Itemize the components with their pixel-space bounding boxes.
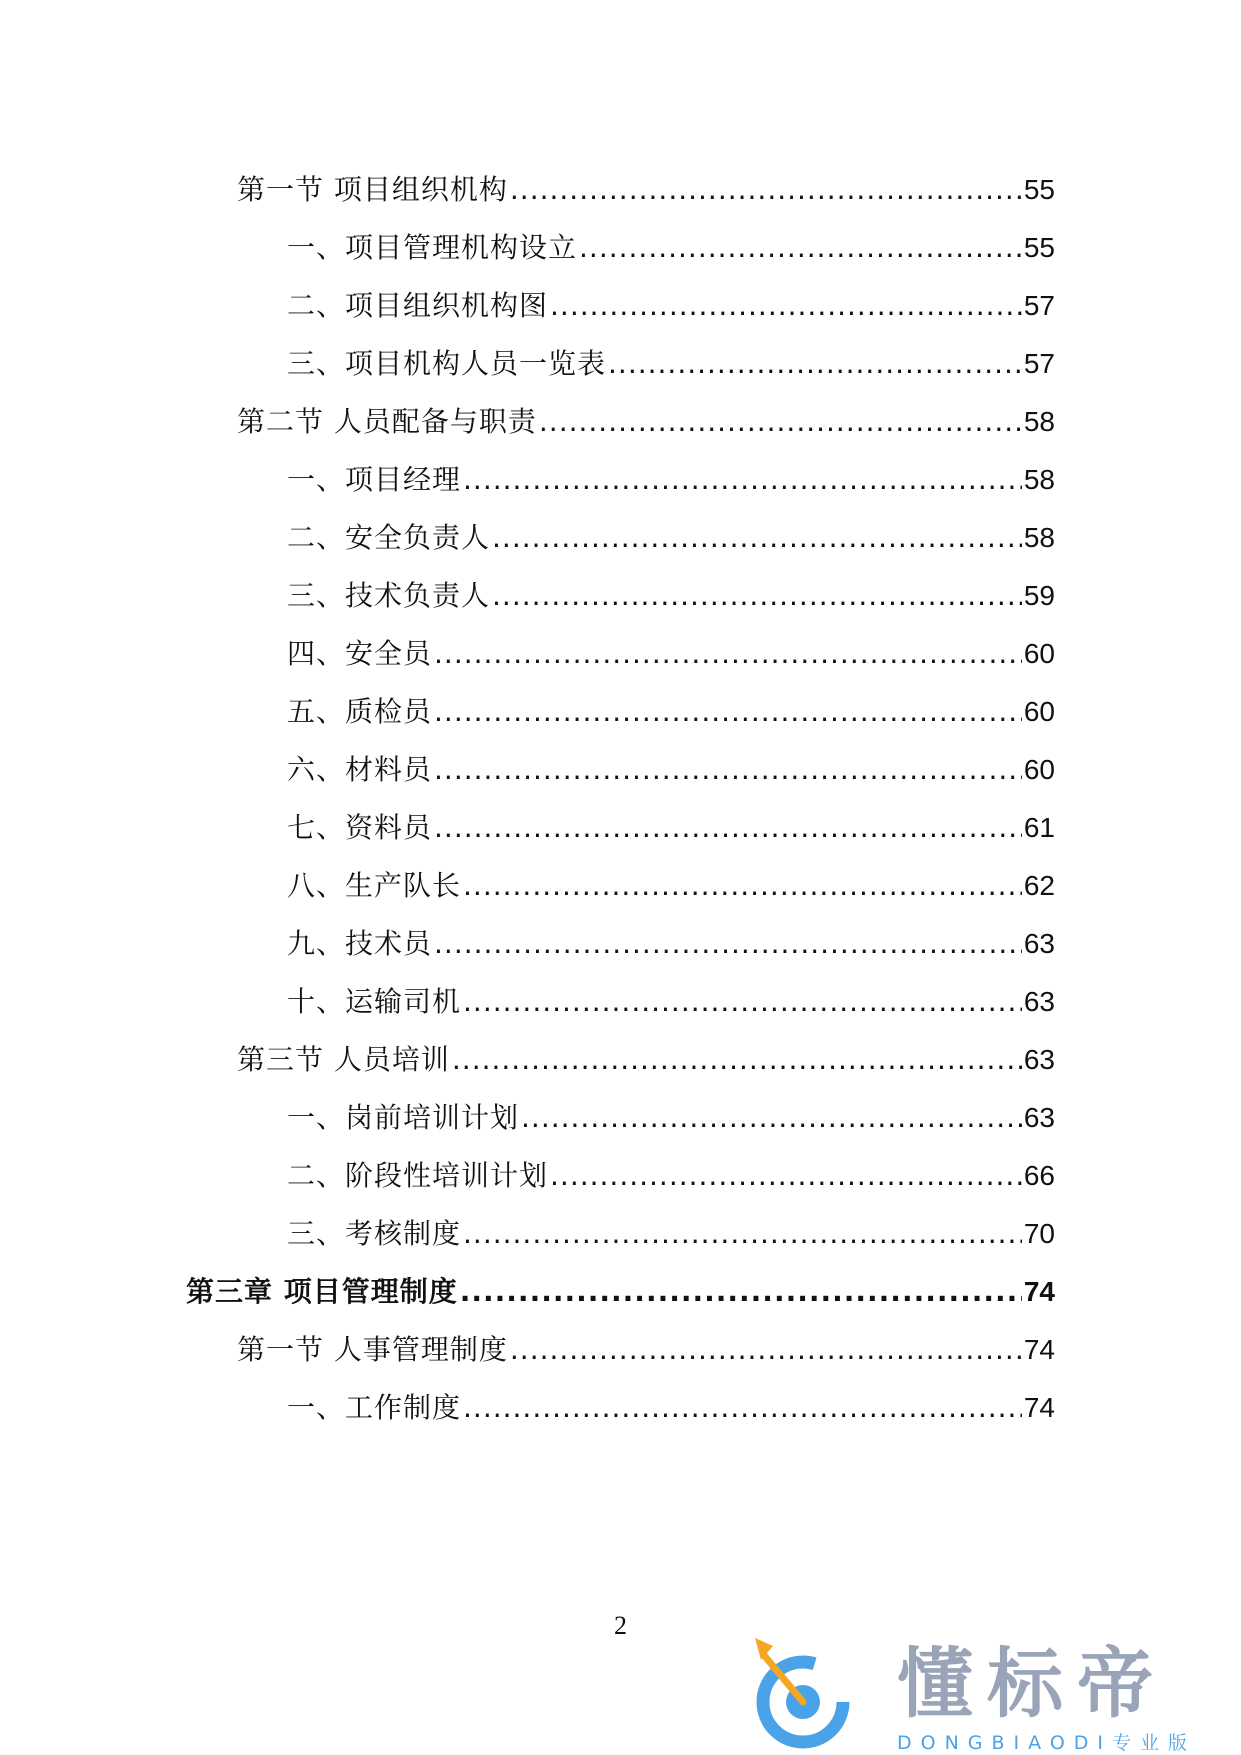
toc-leader-dots	[463, 1214, 1022, 1254]
watermark-subtitle: DONGBIAODI专业版	[897, 1732, 1197, 1754]
toc-entry-title: 二、项目组织机构图	[287, 289, 549, 322]
toc-entry-title: 第三节 人员培训	[237, 1043, 450, 1076]
toc-entry[interactable]	[287, 924, 1055, 964]
toc-entry[interactable]	[237, 170, 1055, 210]
toc-entry-page: 57	[1023, 348, 1055, 379]
toc-entry-page: 59	[1023, 580, 1055, 611]
toc-entry[interactable]	[287, 344, 1055, 384]
toc-entry[interactable]	[287, 228, 1055, 268]
toc-entry-title: 一、工作制度	[287, 1391, 462, 1424]
toc-entry[interactable]	[287, 1098, 1055, 1138]
toc-entry-title: 六、材料员	[287, 753, 433, 786]
toc-entry-page: 60	[1023, 638, 1055, 669]
toc-entry-title: 四、安全员	[287, 637, 433, 670]
toc-entry[interactable]	[287, 1214, 1055, 1254]
toc-entry-page: 61	[1023, 812, 1055, 843]
toc-entry-page: 74	[1023, 1392, 1055, 1423]
toc-leader-dots	[434, 750, 1022, 790]
toc-entry[interactable]	[287, 1156, 1055, 1196]
toc-entry[interactable]	[287, 518, 1055, 558]
toc-entry-page: 62	[1023, 870, 1055, 901]
toc-entry[interactable]	[237, 1330, 1055, 1370]
toc-entry-title: 二、阶段性培训计划	[287, 1159, 549, 1192]
toc-entry-page: 58	[1023, 522, 1055, 553]
toc-entry-page: 66	[1023, 1160, 1055, 1191]
watermark-brand: 懂标帝	[897, 1639, 1167, 1728]
toc-leader-dots	[579, 228, 1022, 268]
toc-entry-title: 三、技术负责人	[287, 579, 491, 612]
toc-entry-page: 55	[1023, 174, 1055, 205]
toc-entry[interactable]	[287, 982, 1055, 1022]
toc-entry-title: 一、岗前培训计划	[287, 1101, 520, 1134]
target-arrow-logo-icon	[745, 1630, 865, 1754]
toc-entry-title: 第一节 人事管理制度	[237, 1333, 508, 1366]
toc-entry-page: 60	[1023, 754, 1055, 785]
toc-entry-page: 70	[1023, 1218, 1055, 1249]
toc-leader-dots	[434, 634, 1022, 674]
toc-leader-dots	[434, 692, 1022, 732]
toc-entry-page: 60	[1023, 696, 1055, 727]
toc-entry-title: 五、质检员	[287, 695, 433, 728]
toc-leader-dots	[460, 1272, 1022, 1312]
toc-entry-page: 74	[1023, 1276, 1055, 1307]
toc-entry-chapter[interactable]	[186, 1272, 1055, 1312]
toc-leader-dots	[550, 1156, 1022, 1196]
toc-entry-page: 63	[1023, 1102, 1055, 1133]
toc-leader-dots	[521, 1098, 1022, 1138]
toc-leader-dots	[463, 866, 1022, 906]
toc-entry-page: 58	[1023, 464, 1055, 495]
toc-entry-title: 十、运输司机	[287, 985, 462, 1018]
toc-entry-page: 55	[1023, 232, 1055, 263]
toc-entry-page: 74	[1023, 1334, 1055, 1365]
toc-entry-title: 第一节 项目组织机构	[237, 173, 508, 206]
toc-leader-dots	[510, 1330, 1022, 1370]
toc-leader-dots	[492, 576, 1022, 616]
toc-entry-page: 57	[1023, 290, 1055, 321]
toc-entry-title: 一、项目管理机构设立	[287, 231, 578, 264]
toc-leader-dots	[550, 286, 1022, 326]
toc-entry-title: 八、生产队长	[287, 869, 462, 902]
toc-leader-dots	[539, 402, 1022, 442]
toc-entry[interactable]	[287, 634, 1055, 674]
toc-entry[interactable]	[287, 808, 1055, 848]
toc-entry-title: 第三章 项目管理制度	[186, 1275, 458, 1308]
toc-entry-page: 63	[1023, 928, 1055, 959]
toc-entry[interactable]	[287, 692, 1055, 732]
toc-entry[interactable]	[287, 1388, 1055, 1428]
toc-entry-title: 七、资料员	[287, 811, 433, 844]
toc-leader-dots	[510, 170, 1022, 210]
toc-entry-page: 63	[1023, 1044, 1055, 1075]
toc-entry[interactable]	[237, 402, 1055, 442]
toc-leader-dots	[452, 1040, 1022, 1080]
page-number: 2	[614, 1611, 627, 1640]
toc-entry[interactable]	[287, 750, 1055, 790]
watermark	[745, 1630, 1215, 1754]
toc-entry[interactable]	[287, 866, 1055, 906]
toc-leader-dots	[492, 518, 1022, 558]
toc-entry-title: 二、安全负责人	[287, 521, 491, 554]
toc-entry-title: 三、考核制度	[287, 1217, 462, 1250]
toc-leader-dots	[434, 924, 1022, 964]
toc-entry[interactable]	[287, 576, 1055, 616]
toc-entry-title: 九、技术员	[287, 927, 433, 960]
toc-entry-title: 第二节 人员配备与职责	[237, 405, 537, 438]
toc-entry-title: 一、项目经理	[287, 463, 462, 496]
toc-leader-dots	[463, 982, 1022, 1022]
toc-entry-page: 58	[1023, 406, 1055, 437]
toc-leader-dots	[608, 344, 1022, 384]
toc-entry-title: 三、项目机构人员一览表	[287, 347, 607, 380]
toc-leader-dots	[434, 808, 1022, 848]
toc-entry[interactable]	[287, 286, 1055, 326]
toc-entry[interactable]	[287, 460, 1055, 500]
toc-entry[interactable]	[237, 1040, 1055, 1080]
toc-entry-page: 63	[1023, 986, 1055, 1017]
toc-leader-dots	[463, 1388, 1022, 1428]
toc-leader-dots	[463, 460, 1022, 500]
